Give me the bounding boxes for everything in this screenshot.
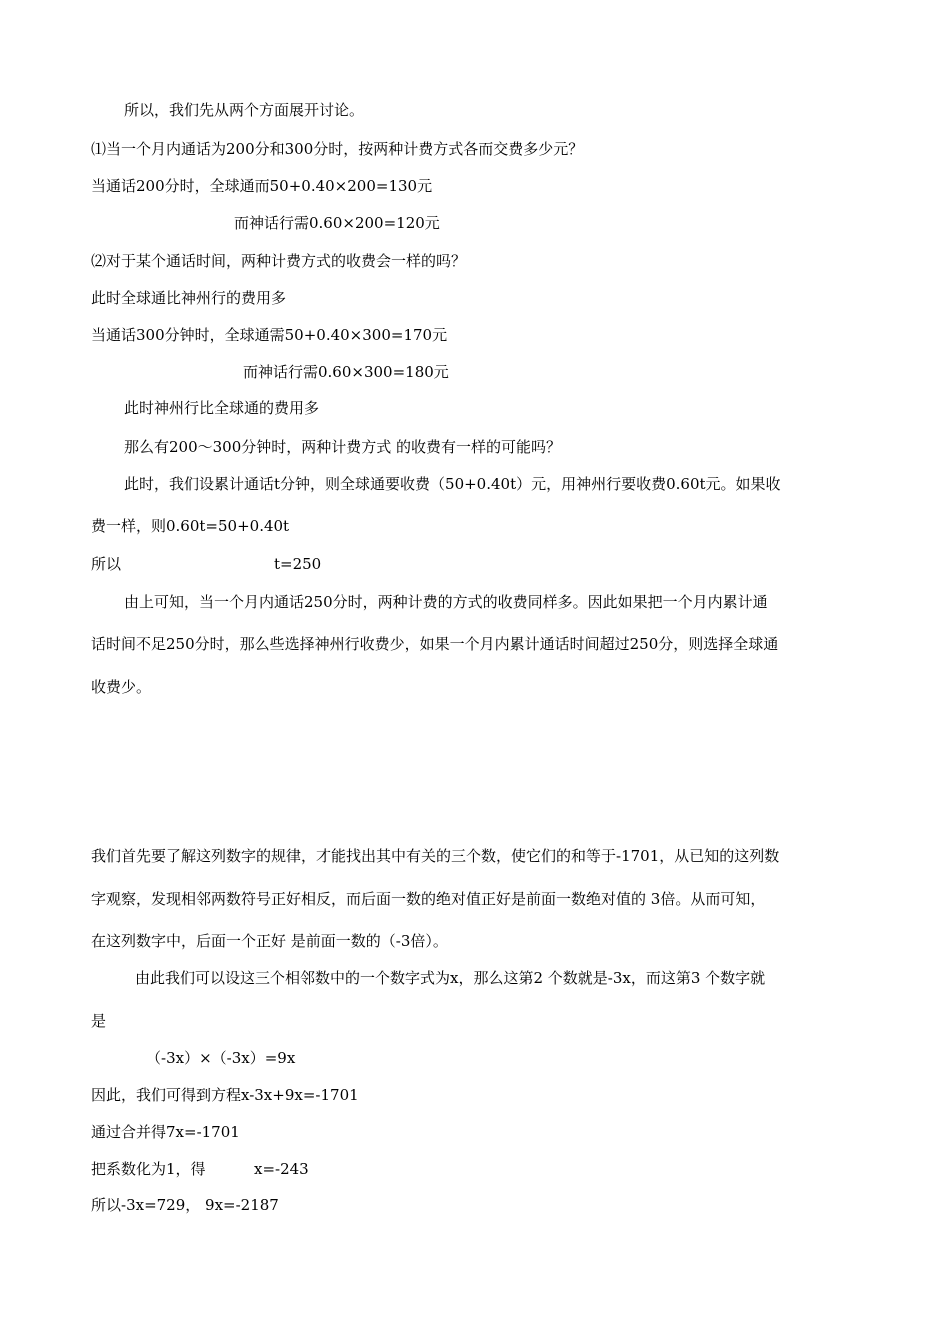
text-line: 是 — [91, 1012, 107, 1030]
text-line: ⑵对于某个通话时间，两种计费方式的收费会一样的吗？ — [91, 252, 467, 270]
text-line: 所以，我们先从两个方面展开讨论。 — [124, 101, 365, 119]
text-line: 在这列数字中，后面一个正好 是前面一数的（-3倍）。 — [91, 932, 448, 950]
text-line: 通过合并得7x=-1701 — [91, 1123, 240, 1141]
text-line: 由上可知，当一个月内通话250分时，两种计费的方式的收费同样多。因此如果把一个月内累计通 — [124, 593, 768, 611]
text-line: 而神话行需0.60×300=180元 — [243, 363, 449, 381]
text-line: 而神话行需0.60×200=120元 — [234, 214, 440, 232]
text-line: 此时全球通比神州行的费用多 — [91, 289, 287, 307]
text-line: x=-243 — [254, 1160, 309, 1178]
text-line: 当通话200分时，全球通而50+0.40×200=130元 — [91, 177, 433, 195]
text-line: 所以 — [91, 555, 122, 573]
text-line: 所以-3x=729， 9x=-2187 — [91, 1196, 279, 1214]
text-line: 我们首先要了解这列数字的规律，才能找出其中有关的三个数，使它们的和等于-1701，从已知的这列数 — [91, 847, 780, 865]
text-line: （-3x）×（-3x）=9x — [146, 1049, 296, 1067]
text-line: 因此，我们可得到方程x-3x+9x=-1701 — [91, 1086, 359, 1104]
text-line: ⑴当一个月内通话为200分和300分时，按两种计费方式各而交费多少元？ — [91, 140, 584, 158]
text-line: 由此我们可以设这三个相邻数中的一个数字式为x，那么这第2 个数就是-3x，而这第3 个数字就 — [135, 969, 766, 987]
text-line: t=250 — [274, 555, 322, 573]
text-line: 此时，我们设累计通话t分钟，则全球通要收费（50+0.40t）元，用神州行要收费0.60t元。如果收 — [124, 475, 781, 493]
text-line: 把系数化为1，得 — [91, 1160, 206, 1178]
text-line: 字观察，发现相邻两数符号正好相反，而后面一数的绝对值正好是前面一数绝对值的 3倍。从而可知， — [91, 890, 766, 908]
text-line: 当通话300分钟时，全球通需50+0.40×300=170元 — [91, 326, 448, 344]
text-line: 话时间不足250分时，那么些选择神州行收费少，如果一个月内累计通话时间超过250分，则选择全球通 — [91, 635, 779, 653]
text-line: 此时神州行比全球通的费用多 — [124, 399, 320, 417]
text-line: 那么有200～300分钟时，两种计费方式 的收费有一样的可能吗？ — [124, 438, 562, 456]
text-line: 费一样，则0.60t=50+0.40t — [91, 517, 290, 535]
text-line: 收费少。 — [91, 678, 152, 696]
